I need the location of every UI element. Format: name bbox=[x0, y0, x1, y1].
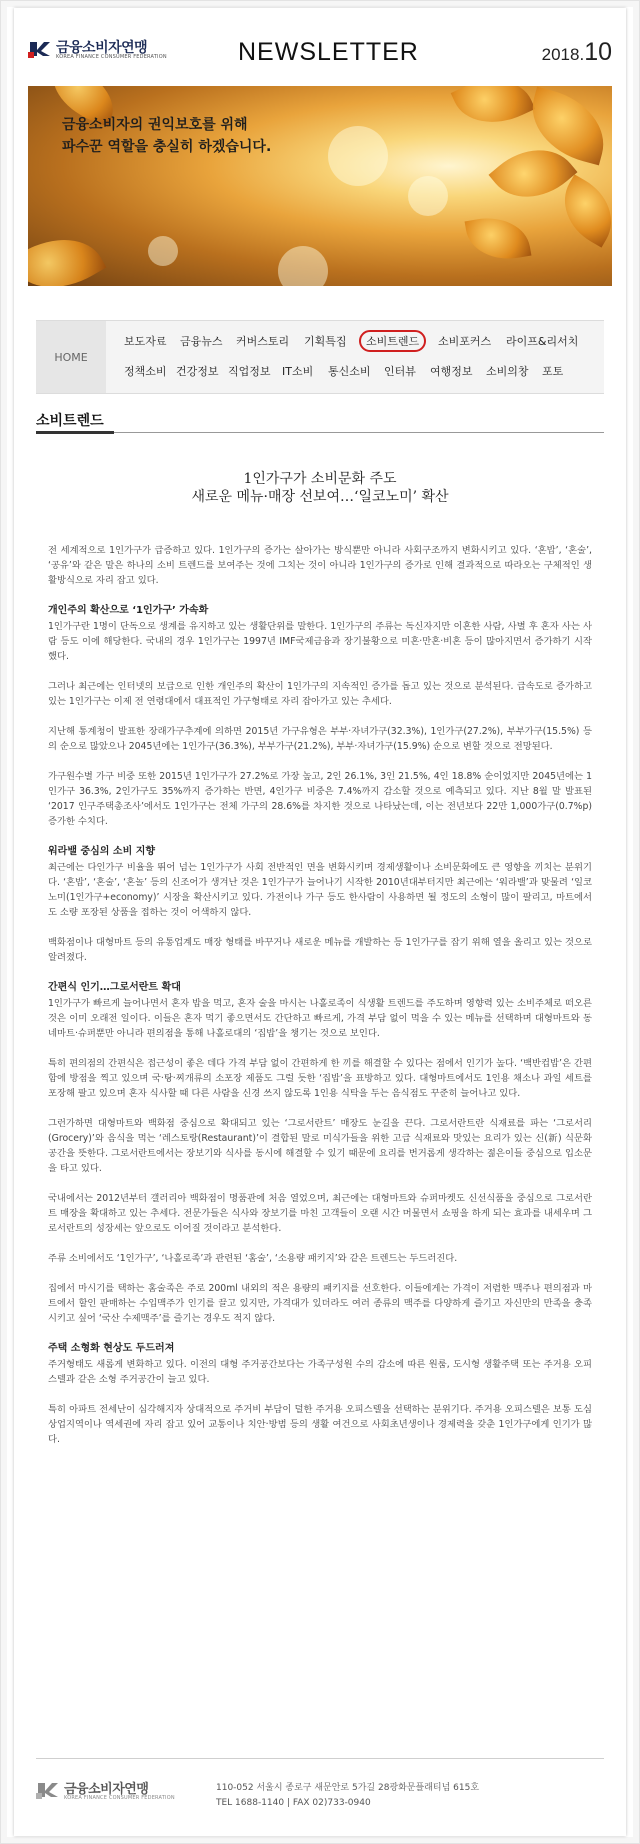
issue-date bbox=[542, 38, 612, 67]
nav-item-health[interactable]: 건강정보 bbox=[176, 365, 219, 378]
bokeh-light bbox=[408, 176, 448, 216]
logo-name: 금융소비자연맹 bbox=[56, 40, 148, 56]
nav-item-consumer-focus[interactable]: 소비포커스 bbox=[438, 335, 492, 348]
nav-item-press[interactable]: 보도자료 bbox=[124, 335, 167, 348]
nav-item-cover-story[interactable]: 커버스토리 bbox=[236, 335, 290, 348]
newsletter-title: NEWSLETTER bbox=[238, 38, 419, 66]
paragraph: 전 세계적으로 1인가구가 급증하고 있다. 1인가구의 증가는 살아가는 방식뿐만 아니라 사회구조까지 변화시키고 있다. ‘혼밥’, ‘혼술’, ‘공유’와 같은 말은 하나의 소비 트렌드를 보여주는 것에 그치는 것이 아니라 1인가구의 증가로 인해 결과적으로 따라오는 구체적인 생활방식으로 자리 잡고 있다. bbox=[48, 545, 592, 586]
bokeh-light bbox=[148, 236, 178, 266]
bokeh-light bbox=[278, 246, 328, 286]
footer-org-name: 금융소비자연맹 bbox=[64, 1782, 149, 1797]
leaf-icon bbox=[465, 211, 532, 266]
footer-org-english: KOREA FINANCE CONSUMER FEDERATION bbox=[64, 1795, 175, 1801]
nav-item-policy[interactable]: 정책소비 bbox=[124, 365, 167, 378]
newsletter-page bbox=[14, 8, 626, 1836]
bokeh-light bbox=[328, 126, 388, 186]
nav-home[interactable]: HOME bbox=[36, 321, 106, 393]
header bbox=[14, 8, 626, 68]
banner-line-1: 금융소비자의 권익보호를 위해 bbox=[62, 117, 248, 133]
footer-address-block bbox=[216, 1781, 479, 1811]
paragraph: 최근에는 다인가구 비율을 뛰어 넘는 1인가구가 사회 전반적인 면을 변화시키며 경제생활이나 소비문화에도 큰 영향을 끼치는 분위기다. ‘혼밥’, ‘혼술’, ‘혼놀’ 등의 신조어가 생겨난 것은 1인가구가 늘어나기 시작한 2010년대부터지만 최근에는 ‘워라밸’과 맞물려 ‘일코노미(1인가구+economy)’ 시장을 확산시키고 있다. 가전이나 가구 등도 한사람이 사용하면 될 정도의 소형이 많이 팔리고, 마트에서도 소량 포장된 상품을 접하는 것이 어색하지 않다. bbox=[48, 862, 592, 918]
logo-english-name: KOREA FINANCE CONSUMER FEDERATION bbox=[56, 54, 167, 60]
paragraph: 특히 아파트 전세난이 심각해지자 상대적으로 주거비 부담이 덜한 주거용 오피스텔을 선택하는 분위기다. 주거용 오피스텔은 보통 도심 상업지역이나 역세권에 자리 잡고 있어 교통이나 치안·방범 등의 생활 여건으로 사회초년생이나 경제력을 갖춘 1인가구에게 인기가 많다. bbox=[48, 1404, 592, 1445]
paragraph: 집에서 마시기를 택하는 홈술족은 주로 200ml 내외의 적은 용량의 패키지를 선호한다. 이들에게는 가격이 저렴한 맥주나 편의점과 마트에서 할인 판매하는 수입맥주가 인기를 끌고 있지만, 가격대가 있더라도 여러 종류의 맥주를 다양하게 즐기고 자신만의 만족을 충족시키고 싶어 ‘국산 수제맥주’를 즐기는 경우도 적지 않다. bbox=[48, 1283, 592, 1324]
nav-item-travel[interactable]: 여행정보 bbox=[430, 365, 473, 378]
subheading: 워라밸 중심의 소비 지향 bbox=[48, 846, 156, 857]
paragraph: 국내에서는 2012년부터 갤러리아 백화점이 명품관에 처음 열었으며, 최근에는 대형마트와 슈퍼마켓도 신선식품을 중심으로 그로서란트 매장을 확대하고 있는 추세다. 전문가들은 식사와 장보기를 마친 고객들이 오랜 시간 머물면서 쇼핑을 하게 되는 효과를 내세우며 그로서란트의 성장세는 앞으로도 이어질 것이라고 분석한다. bbox=[48, 1193, 592, 1234]
section-divider bbox=[36, 432, 604, 433]
nav-item-telecom[interactable]: 통신소비 bbox=[328, 365, 371, 378]
nav-item-special[interactable]: 기획특집 bbox=[304, 335, 347, 348]
paragraph: 가구원수별 가구 비중 또한 2015년 1인가구가 27.2%로 가장 높고, 2인 26.1%, 3인 21.5%, 4인 18.8% 순이었지만 2045년에는 1인가구 36.3%, 2인가구도 35%까지 증가하는 반면, 4인가구 비중은 7.4%까지 감소할 것으로 예측되고 있다. 지난 8월 말 발표된 ‘2017 인구주택총조사’에서도 1인가구는 전체 가구의 28.6%를 차지한 것으로 나타났는데, 이는 전년보다 22만 1,000가구(0.7%p) 증가한 수치다. bbox=[48, 771, 592, 827]
kfcf-logo-icon bbox=[28, 38, 52, 58]
section-title: 소비트렌드 bbox=[36, 413, 104, 429]
paragraph: 그러나 최근에는 인터넷의 보급으로 인한 개인주의 확산이 1인가구의 지속적인 증가를 돕고 있는 것으로 분석된다. 급속도로 증가하고 있는 1인가구는 이제 전 연령대에서 대표적인 가구형태로 자리 잡아가고 있는 추세다. bbox=[48, 681, 592, 707]
issue-month: 10 bbox=[584, 38, 612, 66]
banner-line-2: 파수꾼 역할을 충실히 하겠습니다. bbox=[62, 139, 272, 155]
nav-item-life-research[interactable]: 라이프&리서치 bbox=[506, 335, 579, 348]
nav-item-job[interactable]: 직업정보 bbox=[228, 365, 271, 378]
paragraph: 주류 소비에서도 ‘1인가구’, ‘나홀로족’과 관련된 ‘홈술’, ‘소용량 패키지’와 같은 트렌드는 두드러진다. bbox=[48, 1253, 458, 1264]
article-body bbox=[48, 543, 592, 1462]
issue-year: 2018. bbox=[541, 45, 585, 64]
paragraph: 그런가하면 대형마트와 백화점 중심으로 확대되고 있는 ‘그로서란트’ 매장도 눈길을 끈다. 그로서란트란 식재료를 파는 ‘그로서리(Grocery)’와 음식을 먹는 ‘레스토랑(Restaurant)’이 결합된 말로 미식가들을 위한 고급 식재료와 맛있는 요리가 있는 신(新) 식문화 공간을 뜻한다. 그로서란트에서는 장보기와 식사를 동시에 해결할 수 있기 때문에 요리를 번거롭게 생각하는 젊은이들 중심으로 입소문을 타고 있다. bbox=[48, 1118, 592, 1174]
leaf-icon bbox=[451, 86, 536, 138]
article-subtitle: 새로운 메뉴·매장 선보여…‘일코노미’ 확산 bbox=[191, 489, 449, 505]
paragraph: 1인가구가 빠르게 늘어나면서 혼자 밥을 먹고, 혼자 술을 마시는 나홀로족이 식생활 트렌드를 주도하며 영향력 있는 소비주체로 떠오른 것은 이미 오래전 일이다. 이들은 혼자 먹기 좋으면서도 간단하고 빠르게, 가격 부담 없이 먹을 수 있는 메뉴를 선택하며 대형마트와 동네마트·슈퍼뿐만 아니라 편의점을 통해 나홀로대의 ‘집밥’을 챙기는 것으로 보인다. bbox=[48, 998, 592, 1039]
paragraph: 백화점이나 대형마트 등의 유통업계도 매장 형태를 바꾸거나 새로운 메뉴를 개발하는 등 1인가구를 잡기 위해 열을 올리고 있는 것으로 알려졌다. bbox=[48, 937, 592, 963]
paragraph: 지난해 통계청이 발표한 장래가구추계에 의하면 2015년 가구유형은 부부·자녀가구(32.3%), 1인가구(27.2%), 부부가구(15.5%) 등의 순으로 많았으나 2045년에는 1인가구(36.3%), 부부가구(21.2%), 부부·자녀가구(15.9%) 순으로 변할 것으로 전망된다. bbox=[48, 726, 592, 752]
nav-item-consumer-trend[interactable]: 소비트렌드 bbox=[359, 330, 426, 352]
section-underline bbox=[36, 431, 114, 434]
paragraph: 특히 편의점의 간편식은 접근성이 좋은 데다 가격 부담 없이 간편하게 한 끼를 해결할 수 있다는 점에서 인기가 높다. ‘백반컵밥’은 간편함에 방점을 찍고 있으며 국·탕·찌개류의 소포장 제품도 그럴 듯한 ‘집밥’을 표방하고 있다. 대형마트에서도 1인용 채소나 과일 세트를 포장해 팔고 있으며 혼자 식사할 때 다른 사람을 신경 쓰지 않도록 1인용 식탁을 두는 음식점도 꾸준히 늘어나고 있다. bbox=[48, 1058, 592, 1099]
article-title: 1인가구가 소비문화 주도 bbox=[243, 471, 397, 487]
nav-item-finance-news[interactable]: 금융뉴스 bbox=[180, 335, 223, 348]
nav-item-interview[interactable]: 인터뷰 bbox=[384, 365, 416, 378]
leaf-icon bbox=[28, 220, 106, 286]
paragraph: 1인가구란 1명이 단독으로 생계를 유지하고 있는 생활단위를 말한다. 1인가구의 주류는 독신자지만 이혼한 사람, 사별 후 혼자 사는 사람 등도 이에 해당한다. 국내의 경우 1인가구는 1997년 IMF국제금융과 장기불황으로 미혼·만혼·비혼 등이 많아지면서 증가하기 시작했다. bbox=[48, 621, 592, 662]
subheading: 주택 소형화 현상도 두드러져 bbox=[48, 1343, 175, 1354]
subheading: 간편식 인기…그로서란트 확대 bbox=[48, 982, 181, 993]
footer-divider bbox=[36, 1758, 604, 1759]
hero-banner bbox=[28, 86, 612, 286]
subheading: 개인주의 확산으로 ‘1인가구’ 가속화 bbox=[48, 605, 209, 616]
nav-item-consumer-window[interactable]: 소비의창 bbox=[486, 365, 529, 378]
paragraph: 주거형태도 새롭게 변화하고 있다. 이전의 대형 주거공간보다는 가족구성원 수의 감소에 따른 원룸, 도시형 생활주택 또는 주거용 오피스텔과 같은 소형 주거공간이 늘고 있다. bbox=[48, 1359, 592, 1385]
banner-slogan bbox=[62, 114, 271, 158]
kfcf-logo-icon bbox=[36, 1779, 60, 1799]
footer-address: 110-052 서울시 종로구 새문안로 5가길 28광화문플래티넘 615호 bbox=[216, 1783, 480, 1793]
nav-item-it[interactable]: IT소비 bbox=[282, 365, 314, 378]
nav-item-photo[interactable]: 포토 bbox=[542, 365, 564, 378]
category-nav bbox=[36, 320, 604, 394]
footer-contact: TEL 1688-1140 | FAX 02)733-0940 bbox=[216, 1798, 371, 1808]
